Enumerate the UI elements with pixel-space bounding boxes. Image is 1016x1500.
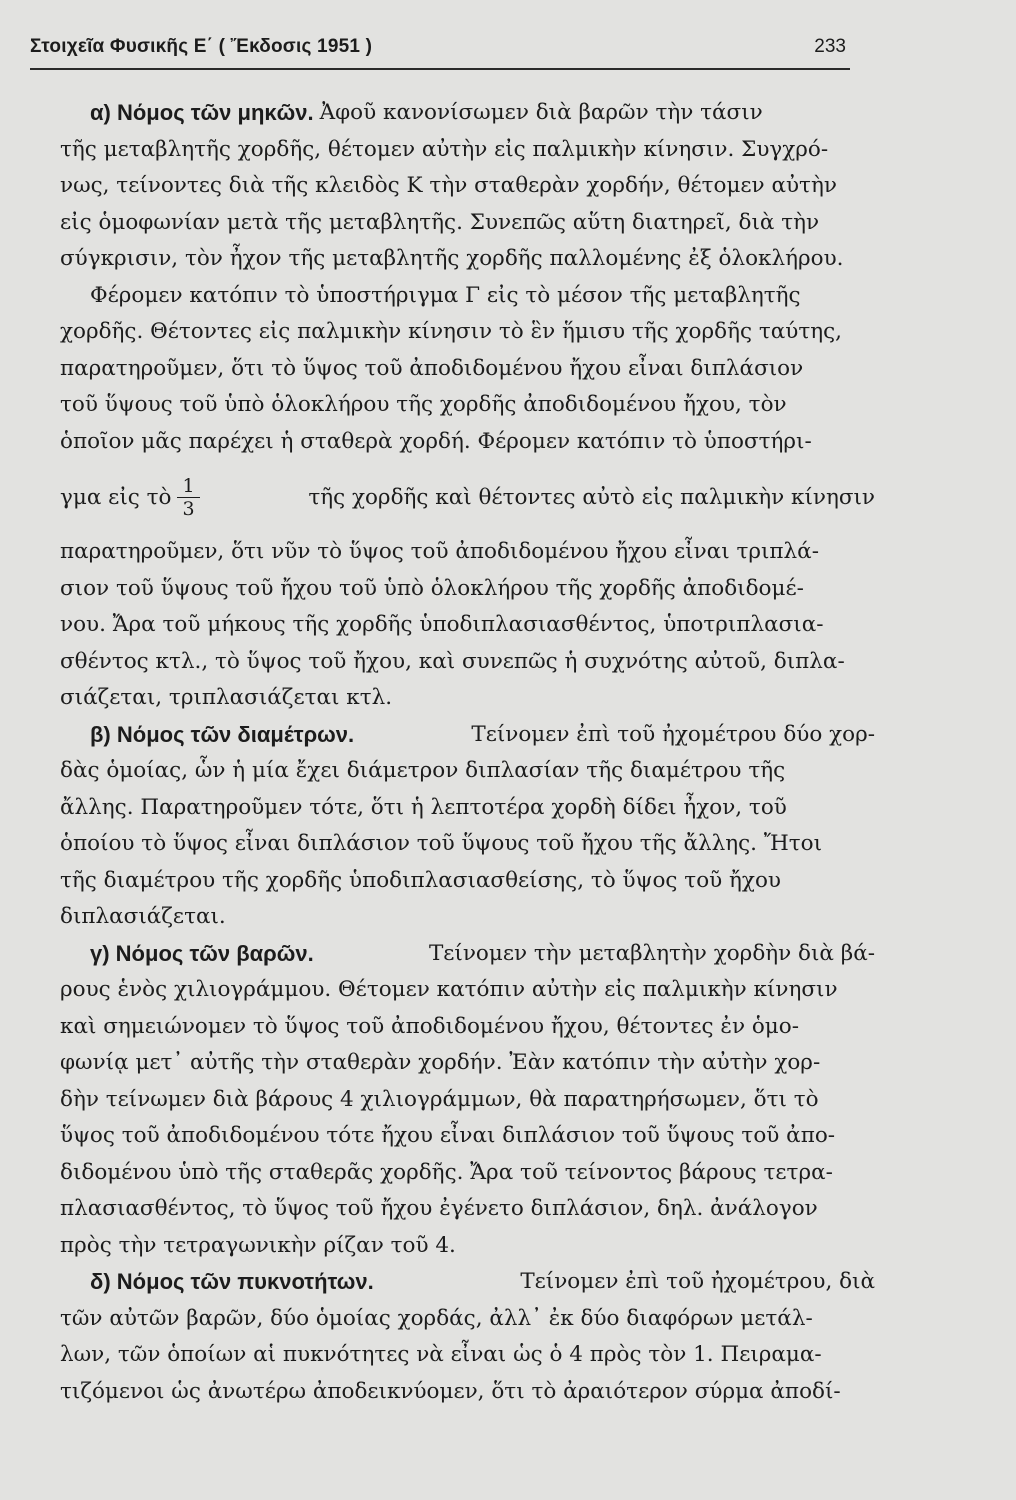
text-line: τοῦ ὕψους τοῦ ὑπὸ ὁλοκλήρου τῆς χορδῆς ἀποδιδομένου ἤχου, τὸν: [60, 392, 787, 417]
text-line: σιον τοῦ ὕψους τοῦ ἤχου τοῦ ὑπὸ ὁλοκλήρου τῆς χορδῆς ἀποδιδομέ-: [60, 575, 804, 601]
text-line: Τείνομεν ἐπὶ τοῦ ἠχομέτρου δύο χορ-: [471, 721, 875, 747]
text-line: ὁποίου τὸ ὕψος εἶναι διπλάσιον τοῦ ὕψους τοῦ ἤχου τῆς ἄλλης. Ἤτοι: [60, 831, 823, 856]
paragraph-line: [60, 132, 875, 169]
paragraph-line: [60, 863, 875, 900]
paragraph-line: [60, 168, 875, 205]
paragraph-line: [60, 95, 875, 132]
text-line: ὕψος τοῦ ἀποδιδομένου τότε ἤχου εἶναι διπλάσιον τοῦ ὕψους τοῦ ἀπο-: [60, 1123, 836, 1148]
paragraph-line: [60, 1155, 875, 1192]
text-line: Τείνομεν τὴν μεταβλητὴν χορδὴν διὰ βά-: [428, 940, 875, 966]
text-line: τῆς μεταβλητῆς χορδῆς, θέτομεν αὐτὴν εἰς παλμικὴν κίνησιν. Συγχρό-: [60, 136, 829, 162]
paragraph-line: [60, 1374, 875, 1411]
paragraph-line: [60, 717, 875, 754]
text-line: φωνίᾳ μετ᾽ αὐτῆς τὴν σταθερὰν χορδήν. Ἐὰν κατόπιν τὴν αὐτὴν χορ-: [60, 1050, 821, 1075]
paragraph-line: [60, 1082, 875, 1119]
text-line: ὁποῖον μᾶς παρέχει ἡ σταθερὰ χορδή. Φέρομεν κατόπιν τὸ ὑποστήρι-: [60, 428, 812, 454]
fraction-one-third: [177, 475, 199, 520]
text-line: τῆς διαμέτρου τῆς χορδῆς ὑποδιπλασιασθείσης, τὸ ὕψος τοῦ ἤχου: [60, 867, 781, 893]
paragraph-line: [60, 314, 875, 351]
paragraph-line: [60, 644, 875, 681]
text-line: εἰς ὁμοφωνίαν μετὰ τῆς μεταβλητῆς. Συνεπῶς αὕτη διατηρεῖ, διὰ τὴν: [60, 209, 820, 235]
paragraph-line: [60, 1301, 875, 1338]
paragraph-line: [60, 826, 875, 863]
text-line: δὰς ὁμοίας, ὧν ἡ μία ἔχει διάμετρον διπλασίαν τῆς διαμέτρου τῆς: [60, 758, 786, 783]
paragraph-line: [60, 351, 875, 388]
paragraph-line: [60, 936, 875, 973]
paragraph-line: [60, 1118, 875, 1155]
paragraph-line: [60, 1009, 875, 1046]
text-line: διδομένου ὑπὸ τῆς σταθερᾶς χορδῆς. Ἄρα τοῦ τείνοντος βάρους τετρα-: [60, 1159, 833, 1185]
section-heading-lengths: α) Νόμος τῶν μηκῶν.: [90, 100, 314, 125]
text-line: νως, τείνοντες διὰ τῆς κλειδὸς Κ τὴν σταθερὰν χορδήν, θέτομεν αὐτὴν: [60, 173, 837, 198]
paragraph-line: [60, 753, 875, 790]
text-line: δὴν τείνωμεν διὰ βάρους 4 χιλιογράμμων, θὰ παρατηρήσωμεν, ὅτι τὸ: [60, 1086, 819, 1112]
text-line: σύγκρισιν, τὸν ἦχον τῆς μεταβλητῆς χορδῆς παλλομένης ἐξ ὁλοκλήρου.: [60, 246, 844, 271]
paragraph-line: [60, 680, 875, 717]
text-line: λων, τῶν ὁποίων αἱ πυκνότητες νὰ εἶναι ὡς ὁ 4 πρὸς τὸν 1. Πειραμα-: [60, 1342, 822, 1367]
running-title: Στοιχεῖα Φυσικῆς Ε΄ ( Ἔκδοσις 1951 ): [30, 36, 373, 57]
text-line: Φέρομεν κατόπιν τὸ ὑποστήριγμα Γ εἰς τὸ μέσον τῆς μεταβλητῆς: [90, 282, 801, 308]
text-line: παρατηροῦμεν, ὅτι τὸ ὕψος τοῦ ἀποδιδομένου ἤχου εἶναι διπλάσιον: [60, 355, 804, 381]
paragraph-line: [60, 972, 875, 1009]
paragraph-line: [60, 424, 875, 461]
paragraph-line: [60, 205, 875, 242]
text-line: νου. Ἄρα τοῦ μήκους τῆς χορδῆς ὑποδιπλασιασθέντος, ὑποτριπλασια-: [60, 612, 824, 637]
fraction-denominator: 3: [182, 497, 195, 520]
page-number: 233: [814, 36, 846, 57]
paragraph-line: [60, 1191, 875, 1228]
section-heading-densities: δ) Νόμος τῶν πυκνοτήτων.: [90, 1269, 374, 1294]
text-line: σθέντος κτλ., τὸ ὕψος τοῦ ἤχου, καὶ συνεπῶς ἡ συχνότης αὐτοῦ, διπλα-: [60, 648, 845, 674]
section-heading-diameters: β) Νόμος τῶν διαμέτρων.: [90, 721, 355, 747]
fraction-numerator: 1: [177, 475, 199, 498]
text-line: τιζόμενοι ὡς ἀνωτέρω ἀποδεικνύομεν, ὅτι τὸ ἀραιότερον σύρμα ἀποδί-: [60, 1378, 841, 1404]
paragraph-line: [60, 1264, 875, 1301]
paragraph-line: [60, 899, 875, 936]
text-line: καὶ σημειώνομεν τὸ ὕψος τοῦ ἀποδιδομένου ἤχου, θέτοντες ἐν ὁμο-: [60, 1013, 799, 1039]
paragraph-line: [60, 1337, 875, 1374]
text-line: τῶν αὐτῶν βαρῶν, δύο ὁμοίας χορδάς, ἀλλ᾽ ἐκ δύο διαφόρων μετάλ-: [60, 1305, 813, 1331]
body-text: [60, 95, 875, 1410]
text-line: γμα εἰς τὸ: [60, 484, 172, 510]
fraction-group: [60, 475, 206, 520]
paragraph-line: [60, 607, 875, 644]
paragraph-line: [60, 278, 875, 315]
paragraph-line: [60, 534, 875, 571]
paragraph-line: [60, 241, 875, 278]
text-line: ρους ἑνὸς χιλιογράμμου. Θέτομεν κατόπιν αὐτὴν εἰς παλμικὴν κίνησιν: [60, 977, 838, 1002]
text-line: χορδῆς. Θέτοντες εἰς παλμικὴν κίνησιν τὸ ἓν ἥμισυ τῆς χορδῆς ταύτης,: [60, 319, 842, 344]
paragraph-line: [60, 571, 875, 608]
text-line: τῆς χορδῆς καὶ θέτοντες αὐτὸ εἰς παλμικὴν κίνησιν: [308, 484, 875, 510]
text-line: Τείνομεν ἐπὶ τοῦ ἠχομέτρου, διὰ: [520, 1269, 875, 1294]
text-line: πλασιασθέντος, τὸ ὕψος τοῦ ἤχου ἐγένετο διπλάσιον, δηλ. ἀνάλογον: [60, 1196, 818, 1221]
paragraph-line: [60, 1045, 875, 1082]
text-line: παρατηροῦμεν, ὅτι νῦν τὸ ὕψος τοῦ ἀποδιδομένου ἤχου εἶναι τριπλά-: [60, 539, 819, 564]
text-line: ἄλλης. Παρατηροῦμεν τότε, ὅτι ἡ λεπτοτέρα χορδὴ δίδει ἦχον, τοῦ: [60, 794, 787, 820]
text-line: πρὸς τὴν τετραγωνικὴν ρίζαν τοῦ 4.: [60, 1232, 456, 1258]
paragraph-line: [60, 790, 875, 827]
paragraph-line: [60, 1228, 875, 1265]
section-heading-weights: γ) Νόμος τῶν βαρῶν.: [90, 940, 314, 966]
running-header: [30, 22, 850, 70]
fraction-line: [60, 460, 875, 534]
paragraph-line: [60, 387, 875, 424]
text-line: Ἀφοῦ κανονίσωμεν διὰ βαρῶν τὴν τάσιν: [319, 100, 763, 125]
text-line: σιάζεται, τριπλασιάζεται κτλ.: [60, 685, 393, 710]
text-line: διπλασιάζεται.: [60, 904, 226, 929]
